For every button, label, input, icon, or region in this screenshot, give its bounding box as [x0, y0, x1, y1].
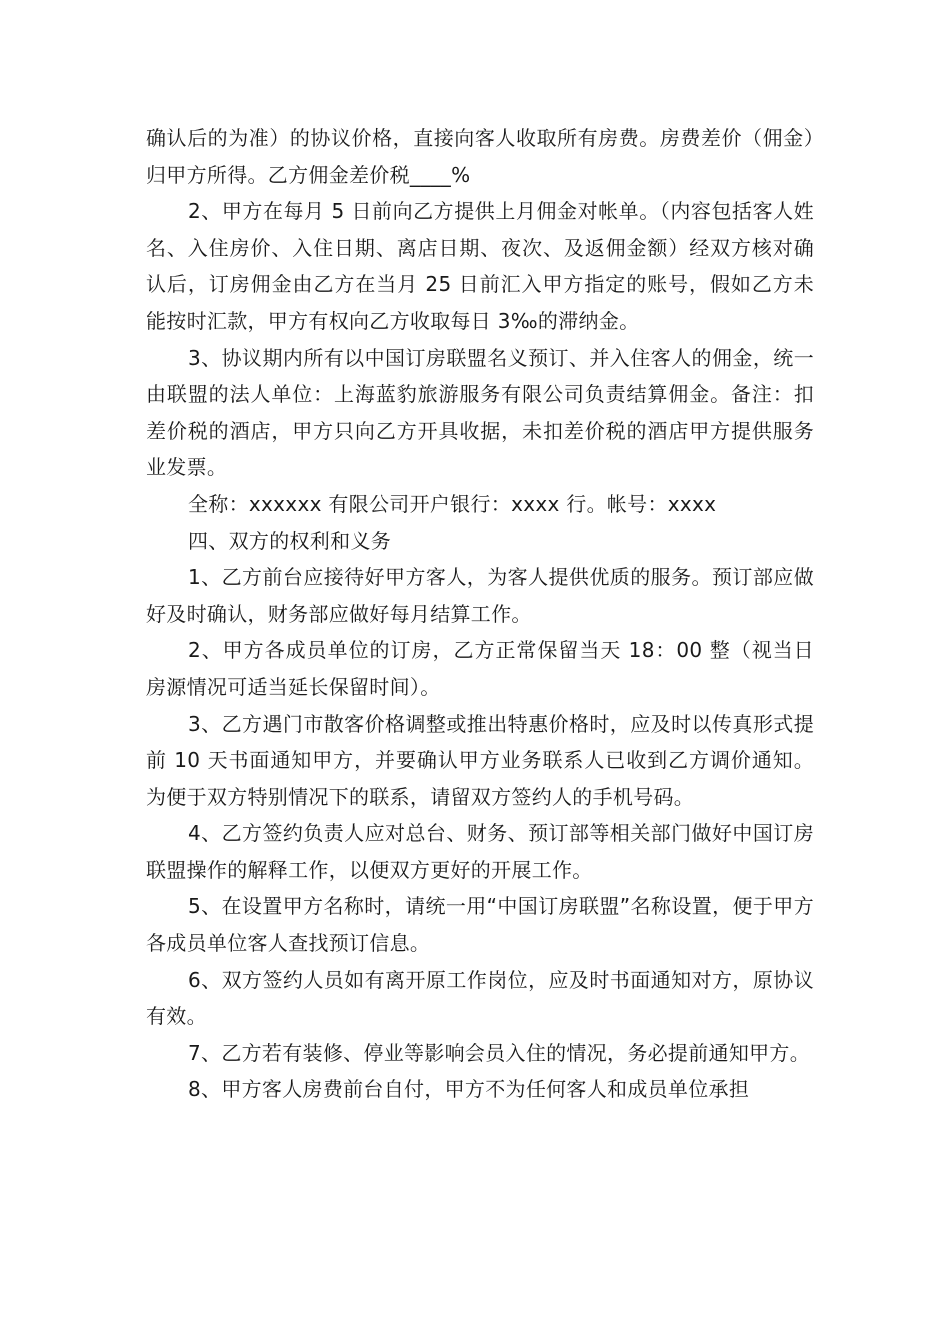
paragraph-rate-commission: 确认后的为准）的协议价格，直接向客人收取所有房费。房费差价（佣金）归甲方所得。乙方佣金差价税____%: [146, 126, 814, 187]
paragraph-obligation-7: 7、乙方若有装修、停业等影响会员入住的情况，务必提前通知甲方。: [188, 1040, 811, 1065]
paragraph-obligation-1: 1、乙方前台应接待好甲方客人，为客人提供优质的服务。预订部应做好及时确认，财务部应做好每月结算工作。: [146, 565, 814, 626]
paragraph-obligation-2: 2、甲方各成员单位的订房，乙方正常保留当天 18：00 整（视当日房源情况可适当延长保留时间）。: [146, 638, 814, 699]
paragraph-clause-2-statement: 2、甲方在每月 5 日前向乙方提供上月佣金对帐单。（内容包括客人姓名、入住房价、入住日期、离店日期、夜次、及返佣金额）经双方核对确认后，订房佣金由乙方在当月 25 日前汇入甲方指定的账号，假如乙方未能按时汇款，甲方有权向乙方收取每日 3‰的滞纳金。: [146, 199, 814, 333]
paragraph-obligation-8: 8、甲方客人房费前台自付，甲方不为任何客人和成员单位承担: [188, 1077, 750, 1102]
paragraph-obligation-3: 3、乙方遇门市散客价格调整或推出特惠价格时，应及时以传真形式提前 10 天书面通知甲方，并要确认甲方业务联系人已收到乙方调价通知。为便于双方特别情况下的联系，请留双方签约人的手机号码。: [146, 711, 814, 809]
paragraph-obligation-4: 4、乙方签约负责人应对总台、财务、预订部等相关部门做好中国订房联盟操作的解释工作，以便双方更好的开展工作。: [146, 821, 814, 882]
paragraph-bank-account: 全称：xxxxxx 有限公司开户银行：xxxx 行。帐号：xxxx: [188, 491, 717, 516]
section-heading-rights-obligations: 四、双方的权利和义务: [188, 528, 391, 553]
paragraph-obligation-5: 5、在设置甲方名称时，请统一用“中国订房联盟”名称设置，便于甲方各成员单位客人查找预订信息。: [146, 894, 814, 956]
paragraph-obligation-6: 6、双方签约人员如有离开原工作岗位，应及时书面通知对方，原协议有效。: [146, 967, 814, 1029]
paragraph-clause-3-settlement: 3、协议期内所有以中国订房联盟名义预订、并入住客人的佣金，统一由联盟的法人单位：上海蓝豹旅游服务有限公司负责结算佣金。备注：扣差价税的酒店，甲方只向乙方开具收据，未扣差价税的酒店甲方提供服务业发票。: [146, 345, 814, 480]
document-body: [146, 120, 814, 1108]
